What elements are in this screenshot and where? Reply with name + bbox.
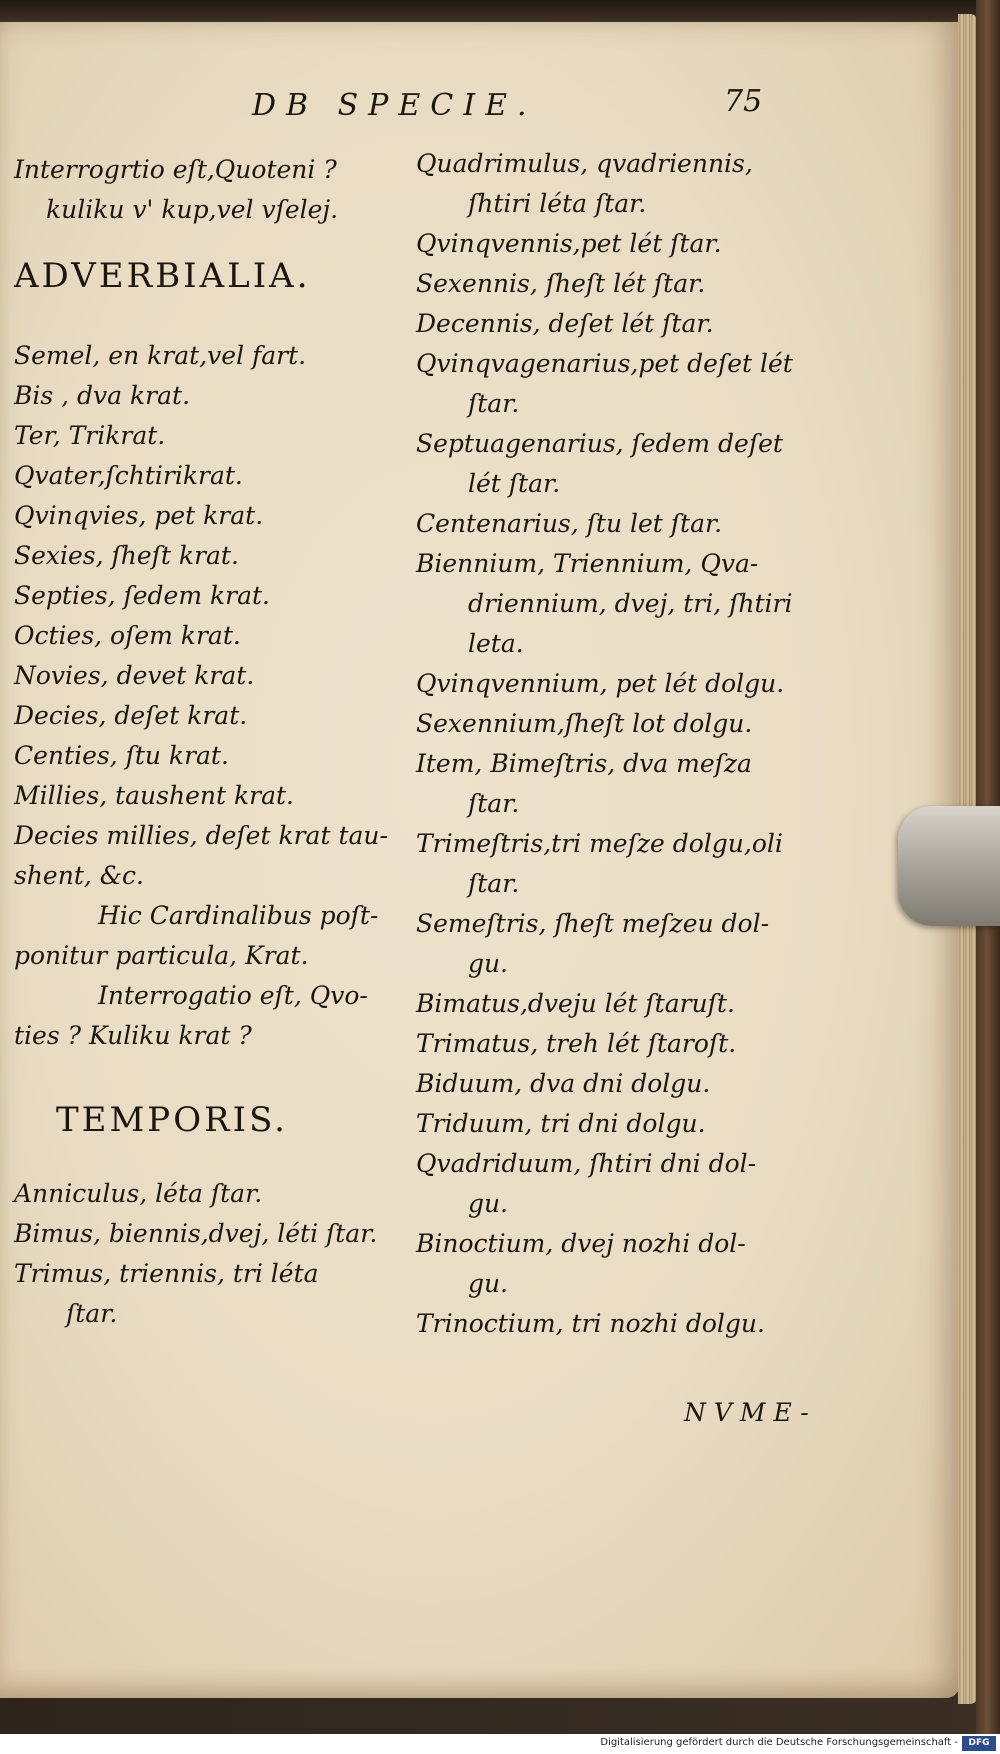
- list-item: ſtar.: [468, 869, 520, 898]
- list-item: Millies, taushent krat.: [14, 781, 294, 810]
- right-column-list: [416, 144, 816, 1344]
- list-item: Ter, Trikrat.: [14, 421, 166, 450]
- list-item: gu.: [468, 949, 509, 978]
- adverbialia-list: [14, 336, 408, 896]
- right-column: [416, 144, 816, 1344]
- list-item: Decennis, deſet lét ſtar.: [416, 309, 714, 338]
- digitization-footer: [0, 1734, 1000, 1754]
- section-heading-temporis: TEMPORIS.: [56, 1100, 288, 1140]
- catchword: NVME-: [684, 1398, 817, 1427]
- list-item: Qvinqvennium, pet lét dolgu.: [416, 669, 785, 698]
- list-item: Centenarius, ſtu let ſtar.: [416, 509, 723, 538]
- list-item: ſtar.: [468, 789, 520, 818]
- note-line: Hic Cardinalibus poſt-: [98, 901, 379, 930]
- list-item: Sexennis, ſheſt lét ſtar.: [416, 269, 706, 298]
- list-item: Biennium, Triennium, Qva-: [416, 549, 759, 578]
- list-item: Triduum, tri dni dolgu.: [416, 1109, 706, 1138]
- list-item: shent, &c.: [14, 861, 144, 890]
- list-item: Octies, oſem krat.: [14, 621, 241, 650]
- note-line: ponitur particula, Krat.: [14, 941, 309, 970]
- list-item: Centies, ſtu krat.: [14, 741, 229, 770]
- page-number: 75: [724, 84, 763, 119]
- list-item: Septuagenarius, ſedem deſet: [416, 429, 783, 458]
- dfg-logo: DFG: [962, 1736, 996, 1751]
- list-item: Septies, ſedem krat.: [14, 581, 270, 610]
- list-item: Anniculus, léta ſtar.: [14, 1179, 263, 1208]
- list-item: gu.: [468, 1269, 509, 1298]
- list-item: Qvinqvennis,pet lét ſtar.: [416, 229, 722, 258]
- clasp-image: [898, 806, 1000, 926]
- list-item: leta.: [468, 629, 524, 658]
- list-item: Qvinqvies, pet krat.: [14, 501, 264, 530]
- text-line: Interrogrtio eſt,Quoteni ?: [14, 155, 337, 184]
- list-item: Qvadriduum, ſhtiri dni dol-: [416, 1149, 757, 1178]
- list-item: lét ſtar.: [468, 469, 561, 498]
- list-item: Decies millies, deſet krat tau-: [14, 821, 388, 850]
- list-item: Bis , dva krat.: [14, 381, 191, 410]
- list-item: ſhtiri léta ſtar.: [468, 189, 647, 218]
- list-item: Bimus, biennis,dvej, léti ſtar.: [14, 1219, 378, 1248]
- list-item: driennium, dvej, tri, ſhtiri: [468, 589, 793, 618]
- list-item: Trinoctium, tri nozhi dolgu.: [416, 1309, 765, 1338]
- list-item: Qvinqvagenarius,pet deſet lét: [416, 349, 793, 378]
- list-item: Sexennium,ſheſt lot dolgu.: [416, 709, 753, 738]
- left-column: [14, 150, 408, 1334]
- list-item: Semel, en krat,vel fart.: [14, 341, 307, 370]
- list-item: Novies, devet krat.: [14, 661, 255, 690]
- list-item: Binoctium, dvej nozhi dol-: [416, 1229, 746, 1258]
- list-item: Qvater,ſchtirikrat.: [14, 461, 243, 490]
- list-item: Decies, deſet krat.: [14, 701, 248, 730]
- temporis-list: [14, 1174, 408, 1334]
- list-item: Semeſtris, ſheſt meſzeu dol-: [416, 909, 770, 938]
- list-item: ſtar.: [66, 1299, 118, 1328]
- list-item: ſtar.: [468, 389, 520, 418]
- question-line: Interrogatio eſt, Qvo-: [98, 981, 368, 1010]
- list-item: Trimatus, treh lét ſtaroſt.: [416, 1029, 737, 1058]
- list-item: gu.: [468, 1189, 509, 1218]
- footer-credit: Digitalisierung gefördert durch die Deutsche Forschungsgemeinschaft -: [600, 1737, 958, 1748]
- question-line: ties ? Kuliku krat ?: [14, 1021, 252, 1050]
- list-item: Quadrimulus, qvadriennis,: [416, 149, 753, 178]
- list-item: Bimatus,dveju lét ſtaruſt.: [416, 989, 735, 1018]
- list-item: Trimeſtris,tri meſze dolgu,oli: [416, 829, 783, 858]
- list-item: Sexies, ſheſt krat.: [14, 541, 239, 570]
- list-item: Biduum, dva dni dolgu.: [416, 1069, 711, 1098]
- list-item: Trimus, triennis, tri léta: [14, 1259, 319, 1288]
- section-heading-adverbialia: ADVERBIALIA.: [14, 256, 311, 296]
- running-head: DB SPECIE.: [252, 88, 537, 123]
- list-item: Item, Bimeſtris, dva meſza: [416, 749, 752, 778]
- text-line: kuliku v' kup,vel vſelej.: [46, 195, 339, 224]
